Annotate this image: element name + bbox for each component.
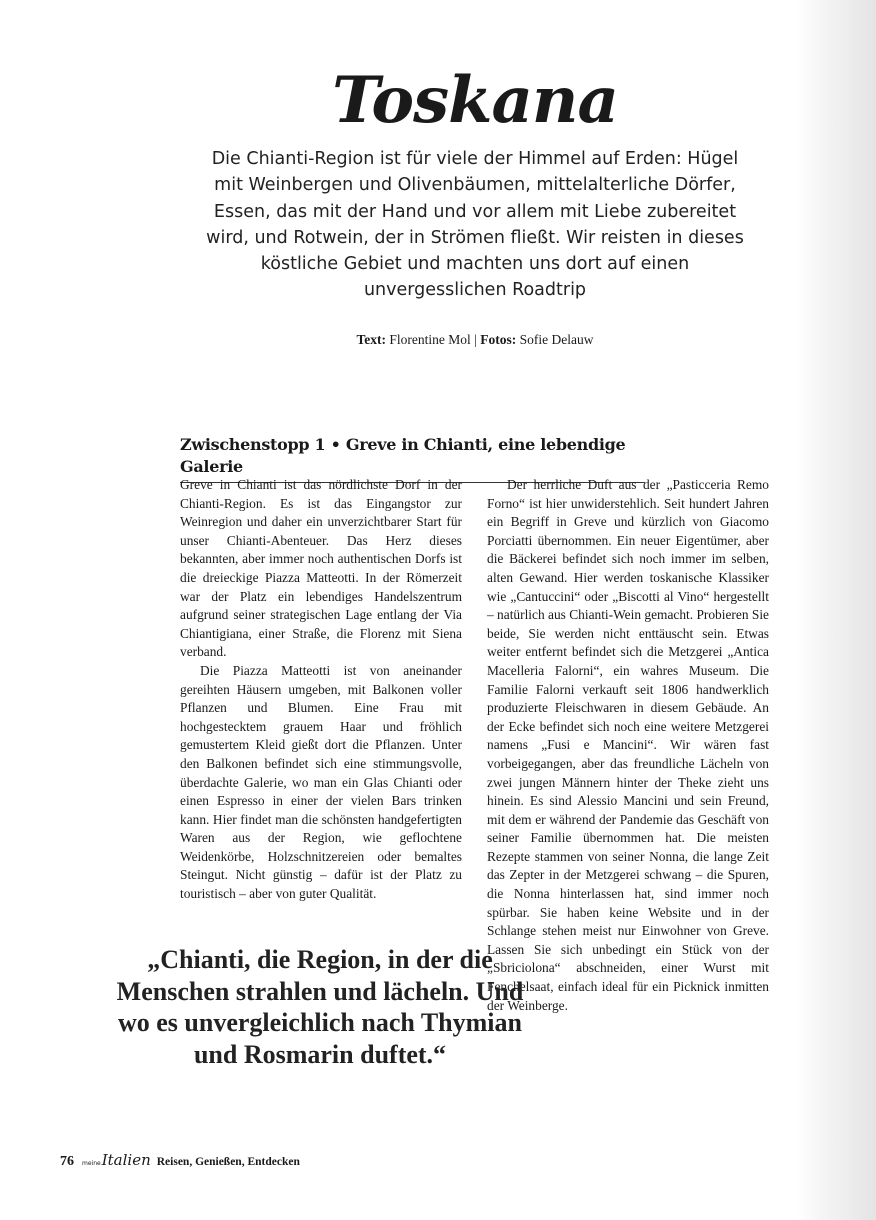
body-column-right (487, 476, 769, 1015)
credits-photo-author: Sofie Delauw (519, 332, 594, 347)
credits-text-author: Florentine Mol (389, 332, 471, 347)
body-paragraph: Die Piazza Matteotti ist von aneinander gereihten Häusern umgeben, mit Balkonen voller Pflanzen und Blumen. Eine Frau mit hochgestecktem grauem Haar und fröhlich gemustertem Kleid gießt dort die Pflanzen. Unter den Balkonen befindet sich eine stimmungsvolle, überdachte Galerie, wo man ein Glas Chianti oder einen Espresso in einer der vielen Bars trinken kann. Hier findet man die schönsten handgefertigten Waren aus der Region, wie geflochtene Weidenkörbe, Holzschnitzereien oder bemaltes Steingut. Nicht günstig – dafür ist der Platz zu touristisch – aber von guter Qualität. (180, 662, 462, 902)
logo-main-text: Italien (101, 1151, 151, 1169)
magazine-logo (82, 1151, 151, 1169)
credits-separator: | (474, 332, 477, 347)
magazine-tagline: Reisen, Genießen, Entdecken (156, 1156, 300, 1168)
body-paragraph: Greve in Chianti ist das nördlichste Dorf in der Chianti-Region. Es ist das Eingangstor zur Weinregion und daher ein unverzichtbarer Start für unser Chianti-Abenteuer. Das Herz dieses bekannten, aber immer noch authentischen Dorfs ist die dreieckige Piazza Matteotti. In der Römerzeit war der Platz ein lebendiges Handelszentrum aufgrund seiner strategischen Lage entlang der Via Chiantigiana, einer Straße, die Florenz mit Siena verband. (180, 477, 462, 660)
page-number: 76 (60, 1154, 74, 1169)
pull-quote: „Chianti, die Region, in der die Menschen strahlen und lächeln. Und wo es unvergleichlich nach Thymian und Rosmarin duftet.“ (116, 945, 524, 1069)
credits-photo-label: Fotos: (480, 332, 517, 347)
article-credits (200, 331, 750, 349)
article-title: Toskana (332, 63, 618, 138)
body-paragraph: Der herrliche Duft aus der „Pasticceria Remo Forno“ ist hier unwiderstehlich. Seit hundert Jahren ein Begriff in Greve und kürzlich von Giacomo Porciatti übernommen. Ein neuer Eigentümer, aber die Bäckerei befindet sich noch immer im selben, alten Gewand. Hier werden toskanische Klassiker wie „Cantuccini“ oder „Biscotti al Vino“ hergestellt – natürlich aus Chianti-Wein gemacht. Probieren Sie beide, Sie werden nicht enttäuscht sein. Etwas weiter entfernt befindet sich die Metzgerei „Antica Macelleria Falorni“, ein wahres Museum. Die Familie Falorni verkauft seit 1806 handwerklich produzierte Fleischwaren in diesem Gebäude. An der Ecke befindet sich noch eine weitere Metzgerei namens „Fusi e Mancini“. Wir wären fast vorbeigegangen, aber das freundliche Lächeln von zwei jungen Männern hinter der Theke zieht uns hinein. Es sind Alessio Mancini und sein Freund, mit dem er während der Pandemie das Geschäft von seiner Familie übernommen hat. Die meisten Rezepte stammen von seiner Nonna, die lange Zeit das Zepter in der Metzgerei schwang – die Spuren, die Nonna hinterlassen hat, sind immer noch spürbar. Sie haben keine Website und in der Schlange stehen meist nur Einwohner von Greve. Lassen Sie sich unbedingt ein Stück von der „Sbriciolona“ abschneiden, einer Wurst mit Fenchelsaat, einfach ideal für ein Picknick inmitten der Weinberge. (487, 477, 769, 1013)
logo-small-text: meine (82, 1160, 101, 1167)
page-footer (60, 1151, 300, 1171)
credits-text-label: Text: (356, 332, 387, 347)
page-edge-shadow (796, 0, 876, 1220)
section-heading: Zwischenstopp 1 • Greve in Chianti, eine lebendige Galerie (180, 434, 645, 483)
article-intro: Die Chianti-Region ist für viele der Himmel auf Erden: Hügel mit Weinbergen und Olivenbäumen, mittelalterliche Dörfer, Essen, das mit der Hand und vor allem mit Liebe zubereitet wird, und Rotwein, der in Strömen fließt. Wir reisten in dieses köstliche Gebiet und machten uns dort auf einen unvergesslichen Roadtrip (206, 149, 744, 301)
body-column-left (180, 476, 462, 904)
